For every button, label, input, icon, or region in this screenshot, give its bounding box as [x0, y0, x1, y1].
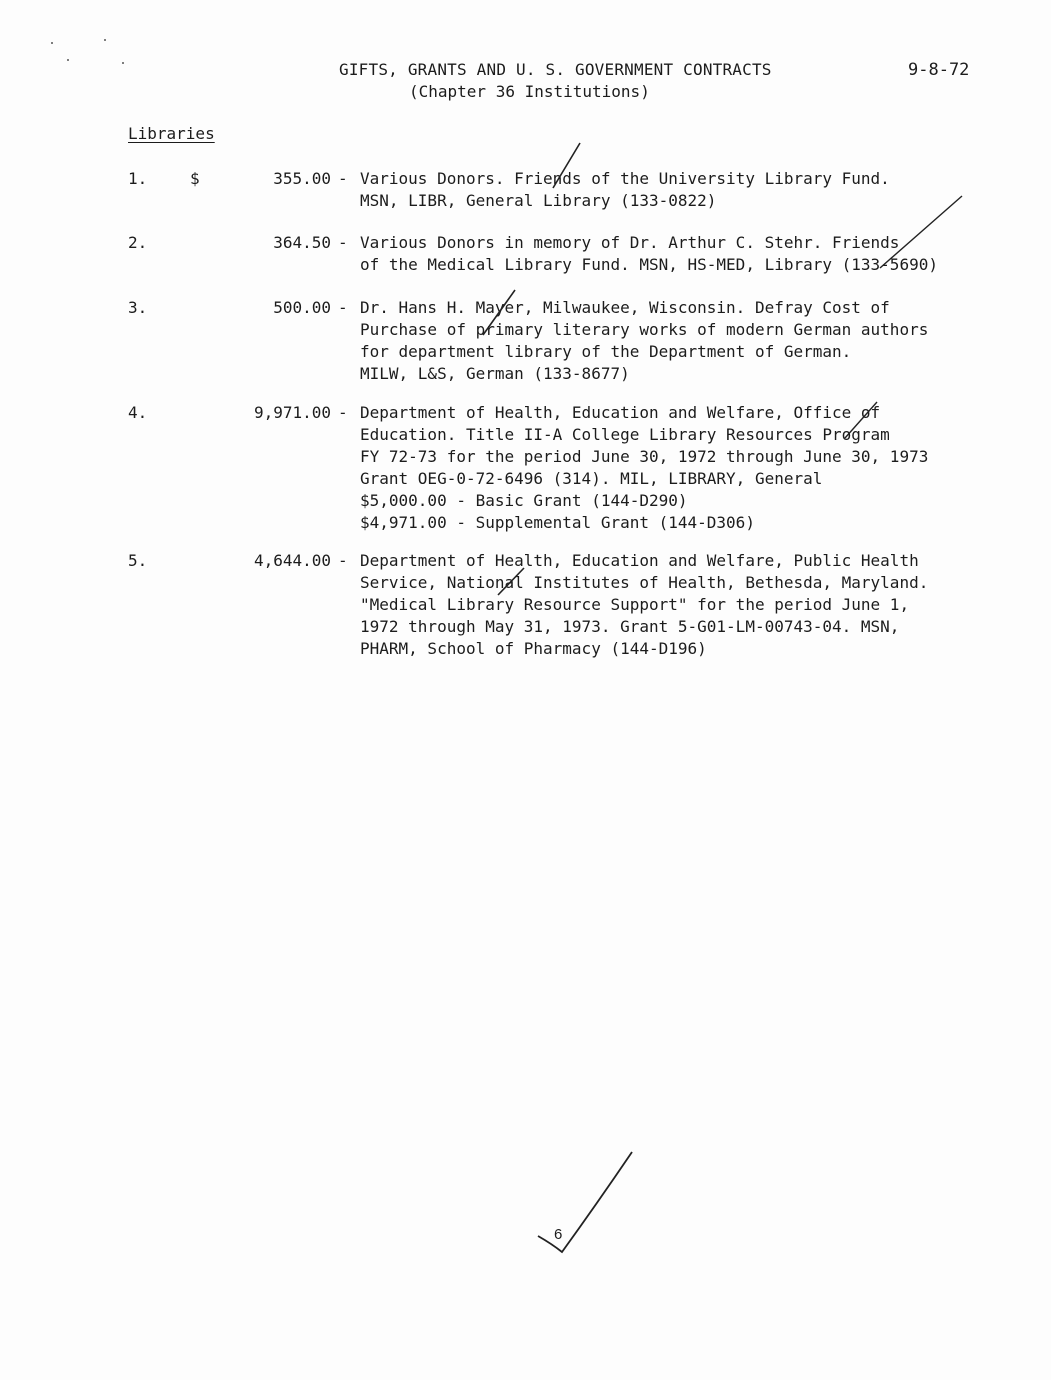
entry-line: Service, National Institutes of Health, Bethesda, Maryland. [360, 573, 929, 592]
entry-amount: 355.00 [273, 169, 331, 188]
entry-dash: - [338, 169, 348, 188]
entry-number: 5. [128, 551, 148, 570]
entry-description [360, 168, 1020, 212]
scan-speck [51, 42, 53, 44]
scan-speck [104, 39, 106, 41]
entry-line: for department library of the Department of German. [360, 342, 852, 361]
check-mark-page [538, 1152, 632, 1252]
entry-line: MSN, LIBR, General Library (133-0822) [360, 191, 717, 210]
entry-number: 4. [128, 403, 148, 422]
entry-description [360, 402, 1020, 534]
entry-amount: 4,644.00 [253, 551, 331, 570]
page-number: 6 [554, 1226, 563, 1243]
entry-line: Department of Health, Education and Welfare, Office of [360, 403, 881, 422]
scan-speck [67, 59, 69, 61]
currency-symbol: $ [190, 169, 200, 188]
entry-line: 1972 through May 31, 1973. Grant 5-G01-LM-00743-04. MSN, [360, 617, 900, 636]
page-subtitle: (Chapter 36 Institutions) [409, 82, 650, 101]
entry-line: Department of Health, Education and Welfare, Public Health [360, 551, 919, 570]
entry-amount: 500.00 [273, 298, 331, 317]
entry-line: MILW, L&S, German (133-8677) [360, 364, 630, 383]
entry-dash: - [338, 551, 348, 570]
entry-description [360, 297, 1020, 385]
entry-number: 2. [128, 233, 148, 252]
entry-line: Education. Title II-A College Library Resources Program [360, 425, 890, 444]
entry-line: of the Medical Library Fund. MSN, HS-MED, Library (133-5690) [360, 255, 938, 274]
entry-line: PHARM, School of Pharmacy (144-D196) [360, 639, 707, 658]
entry-amount: 9,971.00 [253, 403, 331, 422]
section-heading-libraries: Libraries [128, 124, 215, 143]
entry-amount: 364.50 [273, 233, 331, 252]
scan-speck [122, 62, 124, 64]
entry-line: Purchase of primary literary works of modern German authors [360, 320, 929, 339]
entry-number: 1. [128, 169, 148, 188]
page-title: GIFTS, GRANTS AND U. S. GOVERNMENT CONTRACTS [339, 60, 772, 79]
entry-dash: - [338, 403, 348, 422]
entry-line: FY 72-73 for the period June 30, 1972 through June 30, 1973 [360, 447, 929, 466]
entry-line: $4,971.00 - Supplemental Grant (144-D306) [360, 513, 755, 532]
entry-dash: - [338, 298, 348, 317]
entry-line: Grant OEG-0-72-6496 (314). MIL, LIBRARY, General [360, 469, 823, 488]
entry-line: "Medical Library Resource Support" for the period June 1, [360, 595, 910, 614]
entry-number: 3. [128, 298, 148, 317]
document-date: 9-8-72 [908, 60, 970, 80]
entry-line: Various Donors in memory of Dr. Arthur C. Stehr. Friends [360, 233, 900, 252]
entry-dash: - [338, 233, 348, 252]
entry-line: Dr. Hans H. Mayer, Milwaukee, Wisconsin. Defray Cost of [360, 298, 890, 317]
entry-description [360, 232, 1020, 276]
entry-line: $5,000.00 - Basic Grant (144-D290) [360, 491, 688, 510]
entry-description [360, 550, 1020, 660]
entry-line: Various Donors. Friends of the University Library Fund. [360, 169, 890, 188]
